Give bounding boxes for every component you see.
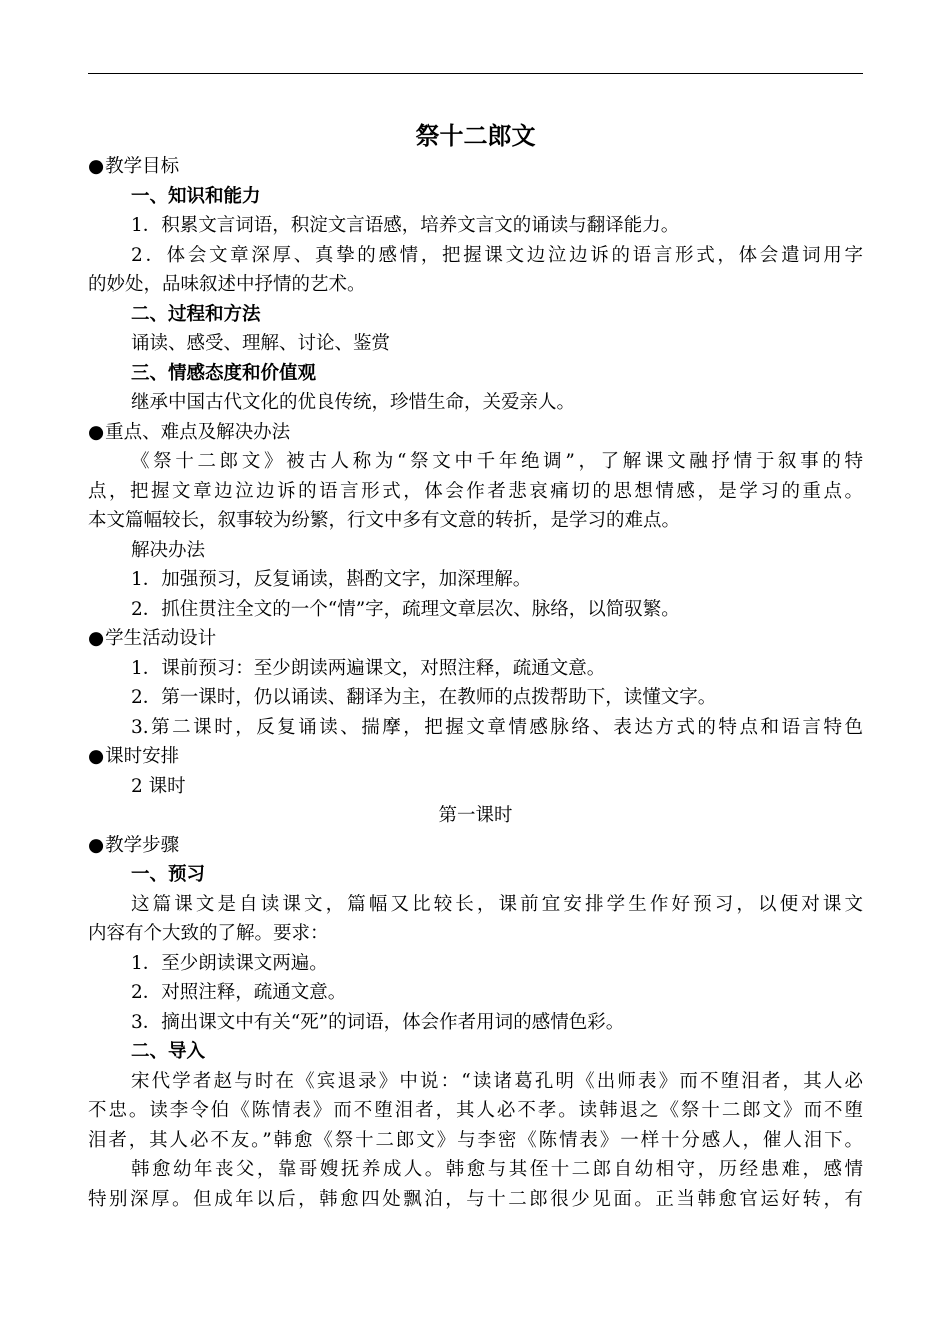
bullet-icon: ● [88, 156, 105, 177]
header-rule [88, 73, 863, 74]
paragraph-line: 2．对照注释，疏通文意。 [131, 982, 347, 1003]
paragraph-line: 特别深厚。但成年以后，韩愈四处飘泊，与十二郎很少见面。正当韩愈官运好转，有 [88, 1188, 863, 1210]
paragraph-line: 《祭十二郎文》被古人称为“祭文中千年绝调”，了解课文融抒情于叙事的特 [131, 451, 863, 472]
bullet-icon: ● [88, 628, 105, 649]
subheading: 二、过程和方法 [131, 303, 261, 325]
paragraph-line: 解决办法 [131, 539, 206, 561]
bullet-icon: ● [88, 421, 105, 443]
document-title: 祭十二郎文 [415, 122, 536, 150]
paragraph-line: 泪者，其人必不友。”韩愈《祭十二郎文》与李密《陈情表》一样十分感人，催人泪下。 [88, 1129, 863, 1151]
paragraph-line: 点，把握文章边泣边诉的语言形式，体会作者悲哀痛切的思想情感，是学习的重点。 [88, 480, 863, 502]
section-heading: ●教学步骤 [88, 834, 180, 856]
paragraph-line: 不忠。读李令伯《陈情表》而不堕泪者，其人必不孝。读韩退之《祭十二郎文》而不堕 [88, 1100, 863, 1121]
paragraph-line: 韩愈幼年丧父，靠哥嫂抚养成人。韩愈与其侄十二郎自幼相守，历经患难，感情 [131, 1159, 863, 1180]
paragraph-line: 2．第一课时，仍以诵读、翻译为主，在教师的点拨帮助下，读懂文字。 [131, 687, 717, 708]
paragraph-line: 继承中国古代文化的优良传统，珍惜生命，关爱亲人。 [131, 392, 576, 413]
document-body [88, 152, 863, 1214]
paragraph-line: 3．摘出课文中有关“死”的词语，体会作者用词的感情色彩。 [131, 1011, 625, 1033]
subheading: 一、知识和能力 [131, 185, 261, 207]
paragraph-line: 1．加强预习，反复诵读，斟酌文字，加深理解。 [131, 569, 532, 590]
bullet-icon: ● [88, 746, 105, 767]
lesson-heading: 第一课时 [438, 805, 513, 826]
section-heading: ●课时安排 [88, 746, 180, 767]
section-heading: ●重点、难点及解决办法 [88, 421, 291, 443]
subheading: 二、导入 [131, 1041, 206, 1062]
paragraph-line: 的妙处，品味叙述中抒情的艺术。 [88, 274, 366, 295]
subheading: 三、情感态度和价值观 [131, 362, 317, 384]
paragraph-line: 宋代学者赵与时在《宾退录》中说：“读诸葛孔明《出师表》而不堕泪者，其人必 [131, 1070, 863, 1092]
paragraph-line: 本文篇幅较长，叙事较为纷繁，行文中多有文意的转折，是学习的难点。 [88, 510, 681, 531]
bullet-icon: ● [88, 834, 105, 856]
paragraph-line: 1．积累文言词语，积淀文言语感，培养文言文的诵读与翻译能力。 [131, 215, 680, 236]
section-heading: ●教学目标 [88, 156, 180, 177]
paragraph-line: 2 课时 [131, 775, 186, 797]
section-heading: ●学生活动设计 [88, 628, 217, 649]
paragraph-line: 2．体会文章深厚、真挚的感情，把握课文边泣边诉的语言形式，体会遣词用字 [131, 244, 863, 266]
paragraph-line: 3.第二课时，反复诵读、揣摩，把握文章情感脉络、表达方式的特点和语言特色 [131, 716, 863, 738]
paragraph-line: 诵读、感受、理解、讨论、鉴赏 [131, 333, 391, 354]
paragraph-line: 1．至少朗读课文两遍。 [131, 952, 328, 974]
paragraph-line: 2．抓住贯注全文的一个“情”字，疏理文章层次、脉络，以简驭繁。 [131, 598, 680, 620]
paragraph-line: 这篇课文是自读课文，篇幅又比较长，课前宜安排学生作好预习，以便对课文 [131, 893, 863, 915]
paragraph-line: 内容有个大致的了解。要求： [88, 923, 329, 944]
subheading: 一、预习 [131, 864, 206, 885]
paragraph-line: 1．课前预习：至少朗读两遍课文，对照注释，疏通文意。 [131, 657, 606, 679]
